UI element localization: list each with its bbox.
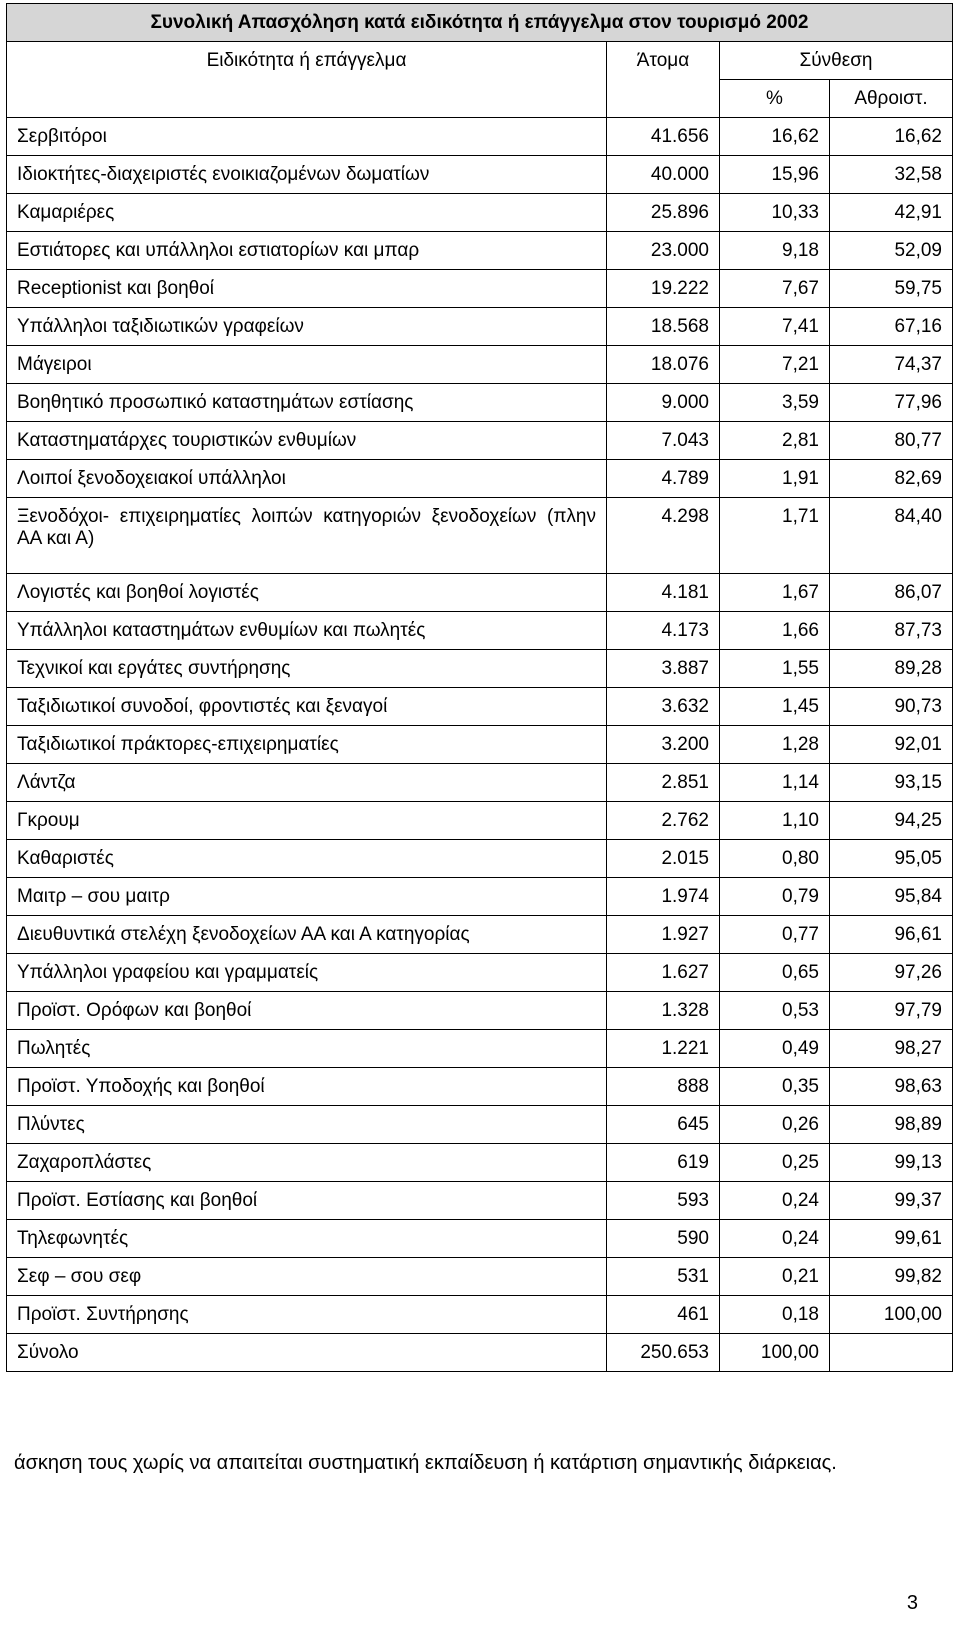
percent-cell: 0,79 (720, 878, 830, 916)
persons-cell: 619 (607, 1144, 720, 1182)
occupation-cell: Σεφ – σου σεφ (7, 1258, 607, 1296)
cumulative-cell: 93,15 (830, 764, 953, 802)
occupation-cell: Υπάλληλοι ταξιδιωτικών γραφείων (7, 308, 607, 346)
cumulative-cell: 97,26 (830, 954, 953, 992)
table-row (7, 270, 953, 308)
table-title-row (7, 4, 953, 42)
occupation-cell: Καμαριέρες (7, 194, 607, 232)
percent-cell: 1,71 (720, 498, 830, 574)
cumulative-cell: 59,75 (830, 270, 953, 308)
persons-cell: 461 (607, 1296, 720, 1334)
cumulative-cell: 67,16 (830, 308, 953, 346)
table-row (7, 384, 953, 422)
percent-cell: 3,59 (720, 384, 830, 422)
table-row (7, 916, 953, 954)
occupation-cell: Ταξιδιωτικοί συνοδοί, φροντιστές και ξεναγοί (7, 688, 607, 726)
percent-cell: 0,18 (720, 1296, 830, 1334)
percent-cell: 0,80 (720, 840, 830, 878)
cumulative-cell: 84,40 (830, 498, 953, 574)
occupation-cell: Καταστηματάρχες τουριστικών ενθυμίων (7, 422, 607, 460)
occupation-cell: Ιδιοκτήτες-διαχειριστές ενοικιαζομένων δωματίων (7, 156, 607, 194)
cumulative-cell: 42,91 (830, 194, 953, 232)
header-row-1 (7, 42, 953, 80)
persons-cell: 4.298 (607, 498, 720, 574)
table-row (7, 232, 953, 270)
persons-cell: 2.015 (607, 840, 720, 878)
table-row (7, 1106, 953, 1144)
occupation-cell: Τηλεφωνητές (7, 1220, 607, 1258)
percent-cell: 0,49 (720, 1030, 830, 1068)
cumulative-cell: 98,63 (830, 1068, 953, 1106)
table-title: Συνολική Απασχόληση κατά ειδικότητα ή επάγγελμα στον τουρισμό 2002 (7, 4, 953, 42)
table-body (7, 118, 953, 1372)
table-row (7, 726, 953, 764)
persons-cell: 4.173 (607, 612, 720, 650)
occupation-cell: Καθαριστές (7, 840, 607, 878)
table-row (7, 688, 953, 726)
occupation-cell: Σύνολο (7, 1334, 607, 1372)
percent-cell: 0,53 (720, 992, 830, 1030)
persons-cell: 1.974 (607, 878, 720, 916)
percent-cell: 0,35 (720, 1068, 830, 1106)
persons-cell: 9.000 (607, 384, 720, 422)
table-row (7, 954, 953, 992)
table-row (7, 574, 953, 612)
persons-cell: 2.851 (607, 764, 720, 802)
percent-cell: 0,24 (720, 1182, 830, 1220)
cumulative-cell: 16,62 (830, 118, 953, 156)
table-row (7, 1334, 953, 1372)
table-row (7, 460, 953, 498)
occupation-cell: Τεχνικοί και εργάτες συντήρησης (7, 650, 607, 688)
cumulative-cell: 99,61 (830, 1220, 953, 1258)
table-row (7, 308, 953, 346)
percent-cell: 7,41 (720, 308, 830, 346)
persons-cell: 40.000 (607, 156, 720, 194)
table-row (7, 1144, 953, 1182)
persons-cell: 19.222 (607, 270, 720, 308)
percent-cell: 1,10 (720, 802, 830, 840)
percent-cell: 0,65 (720, 954, 830, 992)
occupation-cell: Ξενοδόχοι- επιχειρηματίες λοιπών κατηγοριών ξενοδοχείων (πλην ΑΑ και Α) (7, 498, 607, 574)
persons-cell: 1.221 (607, 1030, 720, 1068)
percent-cell: 16,62 (720, 118, 830, 156)
table-row (7, 422, 953, 460)
occupation-cell: Διευθυντικά στελέχη ξενοδοχείων ΑΑ και Α κατηγορίας (7, 916, 607, 954)
percent-cell: 0,77 (720, 916, 830, 954)
occupation-cell: Πωλητές (7, 1030, 607, 1068)
table-row (7, 194, 953, 232)
persons-cell: 250.653 (607, 1334, 720, 1372)
percent-cell: 1,14 (720, 764, 830, 802)
table-row (7, 1068, 953, 1106)
cumulative-cell: 92,01 (830, 726, 953, 764)
occupation-cell: Προϊστ. Συντήρησης (7, 1296, 607, 1334)
occupation-cell: Υπάλληλοι καταστημάτων ενθυμίων και πωλητές (7, 612, 607, 650)
header-percent: % (720, 80, 830, 118)
table-row (7, 1220, 953, 1258)
persons-cell: 1.328 (607, 992, 720, 1030)
occupation-cell: Εστιάτορες και υπάλληλοι εστιατορίων και μπαρ (7, 232, 607, 270)
persons-cell: 3.632 (607, 688, 720, 726)
cumulative-cell: 98,89 (830, 1106, 953, 1144)
cumulative-cell: 95,05 (830, 840, 953, 878)
persons-cell: 1.627 (607, 954, 720, 992)
persons-cell: 4.789 (607, 460, 720, 498)
percent-cell: 1,67 (720, 574, 830, 612)
percent-cell: 15,96 (720, 156, 830, 194)
cumulative-cell: 89,28 (830, 650, 953, 688)
header-cumulative: Αθροιστ. (830, 80, 953, 118)
persons-cell: 41.656 (607, 118, 720, 156)
cumulative-cell: 98,27 (830, 1030, 953, 1068)
percent-cell: 7,21 (720, 346, 830, 384)
percent-cell: 0,21 (720, 1258, 830, 1296)
occupation-cell: Λάντζα (7, 764, 607, 802)
percent-cell: 1,28 (720, 726, 830, 764)
table-row (7, 156, 953, 194)
table-row (7, 840, 953, 878)
occupation-cell: Ζαχαροπλάστες (7, 1144, 607, 1182)
percent-cell: 0,26 (720, 1106, 830, 1144)
cumulative-cell: 77,96 (830, 384, 953, 422)
occupation-cell: Receptionist και βοηθοί (7, 270, 607, 308)
cumulative-cell: 99,82 (830, 1258, 953, 1296)
occupation-cell: Σερβιτόροι (7, 118, 607, 156)
percent-cell: 0,24 (720, 1220, 830, 1258)
table-row (7, 1296, 953, 1334)
cumulative-cell: 82,69 (830, 460, 953, 498)
cumulative-cell: 80,77 (830, 422, 953, 460)
table-row (7, 346, 953, 384)
occupation-cell: Ταξιδιωτικοί πράκτορες-επιχειρηματίες (7, 726, 607, 764)
table-row (7, 878, 953, 916)
persons-cell: 18.568 (607, 308, 720, 346)
persons-cell: 645 (607, 1106, 720, 1144)
percent-cell: 10,33 (720, 194, 830, 232)
occupation-cell: Λοιποί ξενοδοχειακοί υπάλληλοι (7, 460, 607, 498)
cumulative-cell: 87,73 (830, 612, 953, 650)
occupation-cell: Μαιτρ – σου μαιτρ (7, 878, 607, 916)
cumulative-cell: 97,79 (830, 992, 953, 1030)
table-row (7, 764, 953, 802)
cumulative-cell: 99,37 (830, 1182, 953, 1220)
cumulative-cell: 100,00 (830, 1296, 953, 1334)
percent-cell: 0,25 (720, 1144, 830, 1182)
cumulative-cell: 74,37 (830, 346, 953, 384)
employment-table (6, 3, 953, 1372)
cumulative-cell: 94,25 (830, 802, 953, 840)
table-row (7, 612, 953, 650)
occupation-cell: Βοηθητικό προσωπικό καταστημάτων εστίασης (7, 384, 607, 422)
body-paragraph: άσκηση τους χωρίς να απαιτείται συστηματική εκπαίδευση ή κατάρτιση σημαντικής διάρκειας. (14, 1452, 837, 1474)
persons-cell: 25.896 (607, 194, 720, 232)
cumulative-cell: 96,61 (830, 916, 953, 954)
occupation-cell: Μάγειροι (7, 346, 607, 384)
table-row (7, 498, 953, 574)
cumulative-cell: 32,58 (830, 156, 953, 194)
occupation-cell: Πλύντες (7, 1106, 607, 1144)
cumulative-cell: 52,09 (830, 232, 953, 270)
cumulative-cell: 99,13 (830, 1144, 953, 1182)
persons-cell: 3.200 (607, 726, 720, 764)
table-row (7, 650, 953, 688)
persons-cell: 18.076 (607, 346, 720, 384)
cumulative-cell: 95,84 (830, 878, 953, 916)
persons-cell: 7.043 (607, 422, 720, 460)
occupation-cell: Γκρουμ (7, 802, 607, 840)
cumulative-cell (830, 1334, 953, 1372)
header-occupation: Ειδικότητα ή επάγγελμα (7, 42, 607, 118)
occupation-cell: Προϊστ. Υποδοχής και βοηθοί (7, 1068, 607, 1106)
persons-cell: 4.181 (607, 574, 720, 612)
persons-cell: 23.000 (607, 232, 720, 270)
persons-cell: 3.887 (607, 650, 720, 688)
cumulative-cell: 86,07 (830, 574, 953, 612)
occupation-cell: Υπάλληλοι γραφείου και γραμματείς (7, 954, 607, 992)
percent-cell: 9,18 (720, 232, 830, 270)
header-persons: Άτομα (607, 42, 720, 118)
table-row (7, 118, 953, 156)
persons-cell: 593 (607, 1182, 720, 1220)
percent-cell: 1,55 (720, 650, 830, 688)
header-composition: Σύνθεση (720, 42, 953, 80)
persons-cell: 531 (607, 1258, 720, 1296)
percent-cell: 1,91 (720, 460, 830, 498)
table-row (7, 1182, 953, 1220)
occupation-cell: Λογιστές και βοηθοί λογιστές (7, 574, 607, 612)
table-row (7, 1258, 953, 1296)
persons-cell: 590 (607, 1220, 720, 1258)
percent-cell: 2,81 (720, 422, 830, 460)
page-number: 3 (906, 1592, 918, 1614)
percent-cell: 7,67 (720, 270, 830, 308)
persons-cell: 888 (607, 1068, 720, 1106)
percent-cell: 100,00 (720, 1334, 830, 1372)
table-row (7, 802, 953, 840)
cumulative-cell: 90,73 (830, 688, 953, 726)
percent-cell: 1,66 (720, 612, 830, 650)
occupation-cell: Προϊστ. Ορόφων και βοηθοί (7, 992, 607, 1030)
percent-cell: 1,45 (720, 688, 830, 726)
table-row (7, 992, 953, 1030)
persons-cell: 2.762 (607, 802, 720, 840)
table-row (7, 1030, 953, 1068)
occupation-cell: Προϊστ. Εστίασης και βοηθοί (7, 1182, 607, 1220)
persons-cell: 1.927 (607, 916, 720, 954)
